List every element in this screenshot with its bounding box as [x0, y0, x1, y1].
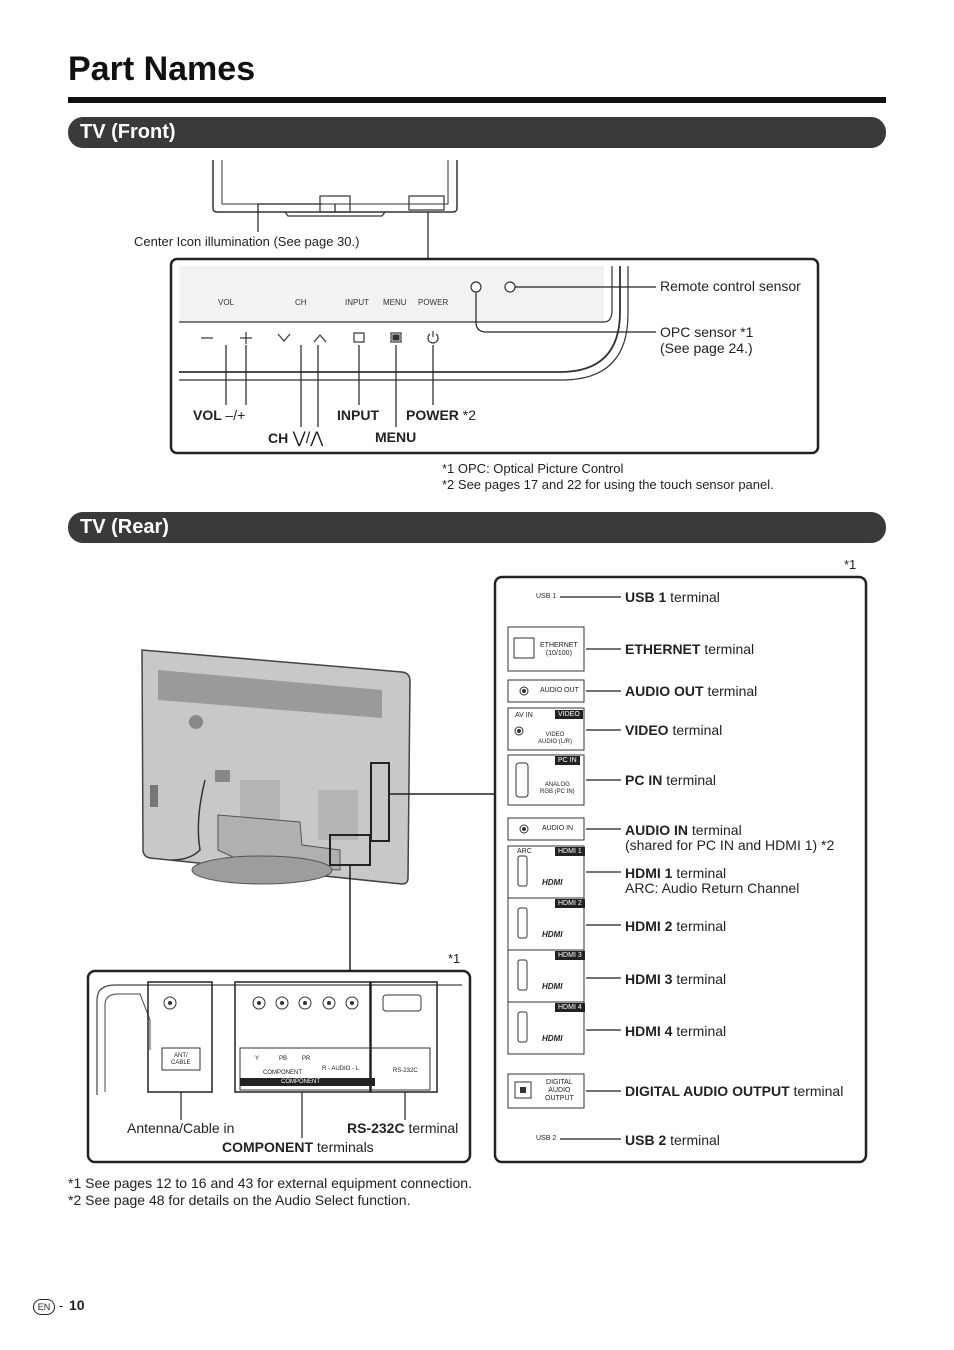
port-y: Y — [255, 1056, 260, 1062]
port-hdmi1-tag: HDMI 1 — [555, 847, 585, 856]
front-note-2: *2 See pages 17 and 22 for using the touch sensor panel. — [442, 477, 774, 492]
port-pr: PR — [302, 1056, 311, 1062]
label-ethernet: ETHERNET terminal — [625, 641, 755, 657]
port-analog: ANALOG RGB (PC IN) — [540, 782, 575, 795]
menu-label: MENU — [375, 429, 417, 445]
label-pc-in: PC IN terminal — [625, 772, 717, 788]
port-usb1: USB 1 — [536, 593, 557, 600]
port-audio-in: AUDIO IN — [542, 825, 574, 832]
port-hdmi2-tag: HDMI 2 — [555, 899, 585, 908]
input-label: INPUT — [337, 407, 379, 423]
section-header-rear: TV (Rear) — [68, 512, 886, 543]
rear-footnote-1: *1 See pages 12 to 16 and 43 for external equipment connection. — [68, 1175, 472, 1191]
page-number: 10 — [69, 1297, 85, 1313]
label-hdmi2: HDMI 2 terminal — [625, 918, 727, 934]
label-digital-audio: DIGITAL AUDIO OUTPUT terminal — [625, 1083, 844, 1099]
port-pb: PB — [279, 1056, 288, 1062]
port-r-audio-l: R - AUDIO - L — [322, 1066, 360, 1072]
port-hdmi3-tag: HDMI 3 — [555, 951, 585, 960]
language-badge: EN — [33, 1299, 55, 1315]
ch-label: CH ⋁/⋀ — [268, 430, 324, 447]
label-hdmi3: HDMI 3 terminal — [625, 971, 727, 987]
label-audio-out: AUDIO OUT terminal — [625, 683, 758, 699]
label-hdmi1: HDMI 1 terminal — [625, 865, 727, 881]
label-rs232c: RS-232C terminal — [347, 1120, 459, 1136]
hdmi-logo-2: HDMI — [542, 930, 563, 939]
panel-label-menu: MENU — [383, 298, 407, 307]
port-usb2: USB 2 — [536, 1135, 557, 1142]
port-audio-out: AUDIO OUT — [540, 687, 579, 694]
label-usb2: USB 2 terminal — [625, 1132, 720, 1148]
port-ant-cable: ANT/ CABLE — [171, 1053, 191, 1066]
port-rs232c: RS-232C — [393, 1068, 418, 1074]
hdmi-logo-4: HDMI — [542, 1034, 563, 1043]
front-note-1: *1 OPC: Optical Picture Control — [442, 461, 624, 476]
hdmi-logo-3: HDMI — [542, 982, 563, 991]
label-audio-in-sub: (shared for PC IN and HDMI 1) *2 — [625, 837, 835, 853]
rear-note-marker-top: *1 — [844, 557, 857, 572]
label-audio-in: AUDIO IN terminal — [625, 822, 742, 838]
port-hdmi4-tag: HDMI 4 — [555, 1003, 585, 1012]
panel-label-input: INPUT — [345, 298, 369, 307]
opc-see-page: (See page 24.) — [660, 340, 753, 356]
power-label: POWER *2 — [406, 407, 477, 423]
label-component: COMPONENT terminals — [222, 1139, 374, 1155]
vol-label: VOL –/+ — [193, 407, 246, 423]
footer-dash: - — [59, 1298, 64, 1313]
center-icon-label: Center Icon illumination (See page 30.) — [134, 234, 360, 249]
port-component-small: COMPONENT — [263, 1070, 302, 1076]
label-antenna: Antenna/Cable in — [127, 1120, 235, 1136]
remote-sensor-label: Remote control sensor — [660, 278, 801, 294]
panel-label-vol: VOL — [218, 298, 235, 307]
page-title: Part Names — [68, 50, 256, 88]
port-video-audio: VIDEO AUDIO (L/R) — [538, 732, 573, 745]
label-hdmi1-sub: ARC: Audio Return Channel — [625, 880, 800, 896]
port-digital-audio: DIGITAL AUDIO OUTPUT — [545, 1079, 574, 1102]
label-usb1: USB 1 terminal — [625, 589, 720, 605]
section-header-front: TV (Front) — [68, 117, 886, 148]
panel-label-power: POWER — [418, 298, 449, 307]
opc-sensor-label: OPC sensor *1 — [660, 324, 754, 340]
rear-footnote-2: *2 See page 48 for details on the Audio Select function. — [68, 1192, 411, 1208]
port-video-tag: VIDEO — [555, 710, 583, 719]
label-video: VIDEO terminal — [625, 722, 723, 738]
port-arc: ARC — [517, 848, 532, 855]
hdmi-logo-1: HDMI — [542, 878, 563, 887]
port-component-bar: COMPONENT — [281, 1079, 320, 1085]
port-ethernet: ETHERNET (10/100) — [540, 642, 578, 657]
label-hdmi4: HDMI 4 terminal — [625, 1023, 727, 1039]
panel-label-ch: CH — [295, 298, 307, 307]
port-pc-in-tag: PC IN — [555, 756, 580, 765]
port-av-in: AV IN — [515, 712, 533, 719]
rear-note-marker-bottom: *1 — [448, 951, 461, 966]
